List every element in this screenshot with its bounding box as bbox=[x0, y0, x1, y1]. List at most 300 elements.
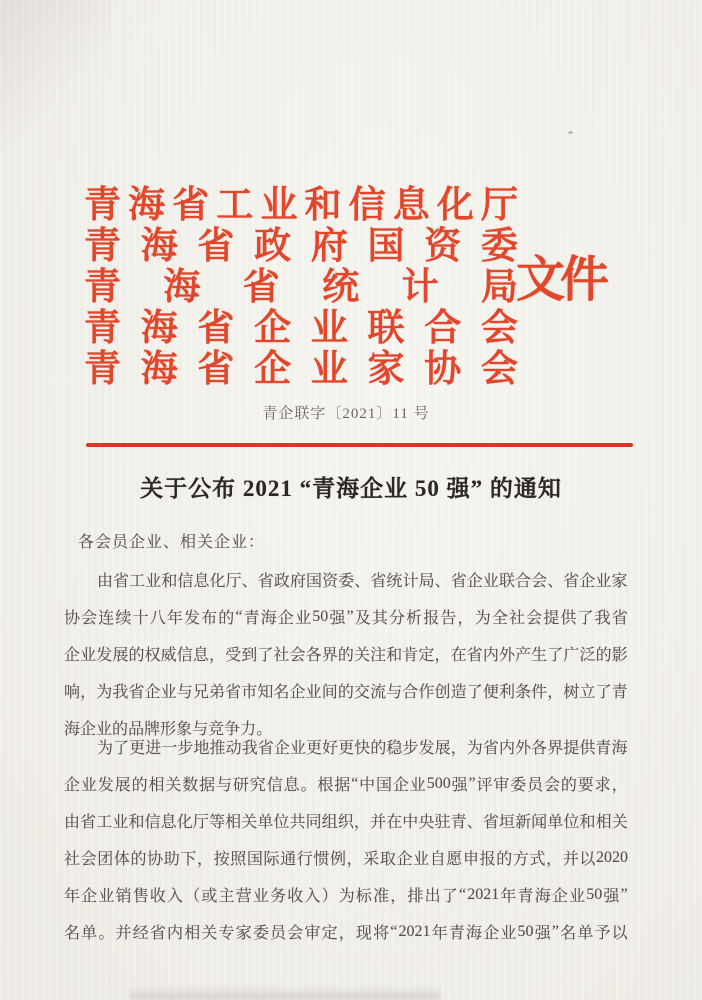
reference-number: 青企联字〔2021〕11 号 bbox=[262, 406, 430, 422]
glyph: 业 bbox=[310, 307, 348, 349]
glyph: 青 bbox=[450, 814, 467, 831]
glyph: 数 bbox=[182, 777, 199, 794]
glyph: 协 bbox=[147, 851, 164, 868]
glyph: 业 bbox=[409, 777, 426, 794]
glyph: 的 bbox=[337, 684, 354, 701]
glyph: 取 bbox=[379, 851, 396, 868]
glyph: 收 bbox=[149, 888, 166, 905]
glyph: 将 bbox=[373, 925, 390, 942]
glyph: 各 bbox=[305, 647, 322, 664]
glyph: ， bbox=[80, 684, 97, 701]
glyph: 的 bbox=[218, 610, 235, 627]
glyph: 省 bbox=[563, 573, 580, 590]
glyph: 信 bbox=[176, 647, 193, 664]
glyph: 响 bbox=[64, 684, 81, 701]
glyph: 企 bbox=[579, 573, 596, 590]
glyph: 在 bbox=[450, 647, 467, 664]
glyph: 海 bbox=[163, 266, 201, 308]
glyph: 际 bbox=[263, 851, 280, 868]
body-text-line bbox=[64, 672, 628, 709]
glyph: 相 bbox=[184, 925, 201, 942]
glyph: ， bbox=[197, 851, 214, 868]
glyph: 和 bbox=[304, 184, 342, 226]
glyph: 展 bbox=[434, 740, 451, 757]
glyph: 更 bbox=[338, 740, 355, 757]
glyph: ” bbox=[620, 885, 628, 903]
glyph: 出 bbox=[424, 888, 441, 905]
glyph: 省 bbox=[113, 573, 130, 590]
glyph: 自 bbox=[429, 851, 446, 868]
glyph: 供 bbox=[579, 740, 596, 757]
glyph: 相 bbox=[225, 814, 242, 831]
glyph: 单 bbox=[257, 814, 274, 831]
glyph: ， bbox=[338, 925, 355, 942]
document-title: 关于公布 2021 “青海企业 50 强” 的通知 bbox=[140, 476, 562, 501]
glyph: 名 bbox=[560, 925, 577, 942]
glyph: 了 bbox=[466, 684, 483, 701]
glyph: 快 bbox=[354, 740, 371, 757]
glyph: 省 bbox=[466, 647, 483, 664]
glyph: 与 bbox=[176, 684, 193, 701]
glyph: 准 bbox=[373, 888, 390, 905]
glyph: 泛 bbox=[579, 647, 596, 664]
glyph: 争 bbox=[224, 721, 241, 738]
glyph: 计 bbox=[401, 266, 439, 308]
glyph: 业 bbox=[595, 573, 612, 590]
glyph: 息 bbox=[160, 814, 177, 831]
glyph: 专 bbox=[218, 925, 235, 942]
glyph: 名 bbox=[64, 925, 81, 942]
glyph: ， bbox=[611, 777, 628, 794]
glyph: 青 bbox=[611, 684, 628, 701]
glyph: 50 bbox=[312, 607, 329, 625]
glyph: 息 bbox=[283, 777, 300, 794]
glyph: 入 bbox=[167, 888, 184, 905]
body-text-line bbox=[64, 598, 628, 635]
body-paragraph-2 bbox=[64, 728, 628, 950]
scan-speck bbox=[568, 131, 573, 134]
body-text-line bbox=[64, 839, 628, 876]
glyph: “ bbox=[351, 774, 359, 792]
glyph: 省 bbox=[149, 925, 166, 942]
glyph: 排 bbox=[407, 888, 424, 905]
glyph: 提 bbox=[543, 610, 560, 627]
glyph: 行 bbox=[296, 851, 313, 868]
glyph: 好 bbox=[322, 740, 339, 757]
glyph: 稳 bbox=[386, 740, 403, 757]
glyph: 标 bbox=[355, 888, 372, 905]
glyph: 国 bbox=[367, 225, 405, 267]
glyph: 生 bbox=[531, 647, 548, 664]
glyph: 织 bbox=[337, 814, 354, 831]
glyph: 体 bbox=[113, 851, 130, 868]
glyph: 会 bbox=[544, 777, 561, 794]
glyph: 和 bbox=[161, 573, 178, 590]
glyph: 闻 bbox=[531, 814, 548, 831]
glyph: 一 bbox=[161, 740, 178, 757]
glyph: 家 bbox=[611, 573, 628, 590]
glyph: 青 bbox=[84, 225, 121, 267]
glyph: 业 bbox=[569, 888, 586, 905]
glyph: 统 bbox=[322, 266, 360, 308]
glyph: 、 bbox=[241, 573, 258, 590]
glyph: 等 bbox=[208, 814, 225, 831]
glyph: 助 bbox=[163, 851, 180, 868]
glyph: 报 bbox=[479, 851, 496, 868]
glyph: 了 bbox=[577, 610, 594, 627]
glyph: 强 bbox=[329, 610, 346, 627]
glyph: 在 bbox=[386, 814, 403, 831]
glyph: 企 bbox=[80, 721, 97, 738]
glyph: 的 bbox=[128, 647, 145, 664]
glyph: 会 bbox=[80, 851, 97, 868]
glyph: 业 bbox=[500, 925, 517, 942]
glyph: 广 bbox=[563, 647, 580, 664]
body-text-line bbox=[64, 802, 628, 839]
glyph: 驻 bbox=[434, 814, 451, 831]
glyph: 更 bbox=[306, 740, 323, 757]
glyph: ” bbox=[551, 922, 559, 940]
glyph: 各 bbox=[531, 740, 548, 757]
glyph: 政 bbox=[273, 573, 290, 590]
glyph: 注 bbox=[370, 647, 387, 664]
glyph: “ bbox=[235, 607, 243, 625]
glyph: 名 bbox=[273, 684, 290, 701]
glyph: 团 bbox=[97, 851, 114, 868]
glyph: 威 bbox=[160, 647, 177, 664]
glyph: 强 bbox=[534, 925, 551, 942]
glyph: 业 bbox=[160, 684, 177, 701]
glyph: 知 bbox=[257, 684, 274, 701]
glyph: 审 bbox=[493, 777, 510, 794]
glyph: 政 bbox=[254, 225, 292, 267]
glyph: 布 bbox=[201, 610, 218, 627]
glyph: 售 bbox=[132, 888, 149, 905]
glyph: 更 bbox=[129, 740, 146, 757]
glyph: 信 bbox=[266, 777, 283, 794]
glyph: 业 bbox=[289, 740, 306, 757]
glyph: 业 bbox=[305, 684, 322, 701]
glyph: 发 bbox=[97, 777, 114, 794]
glyph: 通 bbox=[280, 851, 297, 868]
glyph: 工 bbox=[216, 184, 254, 226]
glyph: 企 bbox=[254, 307, 292, 349]
glyph: 便 bbox=[482, 684, 499, 701]
glyph: 2021 bbox=[398, 922, 431, 940]
glyph: 省 bbox=[450, 573, 467, 590]
glyph: 影 bbox=[611, 647, 628, 664]
glyph: 的 bbox=[370, 740, 387, 757]
glyph: 地 bbox=[193, 740, 210, 757]
glyph: 企 bbox=[144, 684, 161, 701]
glyph: 统 bbox=[386, 573, 403, 590]
glyph: 资 bbox=[424, 225, 462, 267]
glyph: 业 bbox=[310, 348, 348, 390]
glyph: 。 bbox=[300, 777, 317, 794]
glyph: 与 bbox=[386, 684, 403, 701]
glyph: 企 bbox=[64, 647, 81, 664]
issuer-line-sasac bbox=[84, 221, 518, 267]
glyph: 市 bbox=[241, 684, 258, 701]
glyph: 的 bbox=[560, 777, 577, 794]
red-separator-rule bbox=[86, 443, 633, 447]
glyph: 立 bbox=[579, 684, 596, 701]
glyph: 海 bbox=[140, 225, 178, 267]
glyph: 的 bbox=[131, 777, 148, 794]
glyph: 国 bbox=[376, 777, 393, 794]
glyph: 发 bbox=[183, 610, 200, 627]
glyph: 现 bbox=[355, 925, 372, 942]
glyph: 央 bbox=[418, 814, 435, 831]
glyph: 企 bbox=[551, 888, 568, 905]
glyph: 内 bbox=[167, 925, 184, 942]
glyph: ， bbox=[457, 610, 474, 627]
glyph: 协 bbox=[64, 610, 81, 627]
glyph: 海 bbox=[260, 610, 277, 627]
glyph: 业 bbox=[112, 814, 129, 831]
glyph: 共 bbox=[289, 814, 306, 831]
glyph: 了 bbox=[257, 647, 274, 664]
glyph: 联 bbox=[498, 573, 515, 590]
glyph: 步 bbox=[177, 740, 194, 757]
glyph: 企 bbox=[81, 888, 98, 905]
glyph: 定 bbox=[418, 647, 435, 664]
glyph: 务 bbox=[270, 888, 287, 905]
glyph: 关 bbox=[241, 814, 258, 831]
glyph: ， bbox=[346, 851, 363, 868]
glyph: 社 bbox=[508, 610, 525, 627]
glyph: （ bbox=[184, 888, 201, 905]
glyph: 的 bbox=[337, 647, 354, 664]
glyph: 海 bbox=[534, 888, 551, 905]
glyph: 创 bbox=[434, 684, 451, 701]
glyph: 省 bbox=[225, 684, 242, 701]
glyph: 方 bbox=[512, 851, 529, 868]
glyph: 国 bbox=[246, 851, 263, 868]
glyph: 省 bbox=[197, 225, 235, 267]
glyph: 件 bbox=[531, 684, 548, 701]
glyph: 联 bbox=[367, 307, 405, 349]
letterhead bbox=[84, 180, 518, 390]
glyph: 工 bbox=[129, 573, 146, 590]
glyph: 省 bbox=[197, 348, 235, 390]
glyph: 为 bbox=[96, 684, 113, 701]
glyph: 。 bbox=[256, 721, 273, 738]
glyph: 的 bbox=[595, 647, 612, 664]
glyph: 强 bbox=[451, 777, 468, 794]
glyph: 告 bbox=[440, 610, 457, 627]
glyph: 2020 bbox=[596, 848, 628, 866]
glyph: 业 bbox=[295, 610, 312, 627]
glyph: 要 bbox=[577, 777, 594, 794]
glyph: 求 bbox=[594, 777, 611, 794]
glyph: 位 bbox=[273, 814, 290, 831]
glyph: 、 bbox=[547, 573, 564, 590]
glyph: 相 bbox=[595, 814, 612, 831]
glyph: 入 bbox=[304, 888, 321, 905]
glyph: 力 bbox=[240, 721, 257, 738]
salutation: 各会员企业、相关企业： bbox=[78, 534, 266, 551]
glyph: 报 bbox=[423, 610, 440, 627]
glyph: 工 bbox=[96, 814, 113, 831]
glyph: 强 bbox=[603, 888, 620, 905]
glyph: 府 bbox=[310, 225, 348, 267]
glyph: 海 bbox=[64, 721, 81, 738]
glyph: 定 bbox=[321, 925, 338, 942]
glyph: 界 bbox=[547, 740, 564, 757]
glyph: 青 bbox=[243, 610, 260, 627]
glyph: 关 bbox=[165, 777, 182, 794]
glyph: 厅 bbox=[480, 184, 518, 226]
glyph: 组 bbox=[321, 814, 338, 831]
glyph: 委 bbox=[338, 573, 355, 590]
glyph: 供 bbox=[560, 610, 577, 627]
glyph: 合 bbox=[402, 684, 419, 701]
glyph: 省 bbox=[197, 307, 235, 349]
glyph: 弟 bbox=[208, 684, 225, 701]
glyph: 交 bbox=[353, 684, 370, 701]
glyph: 及 bbox=[354, 610, 371, 627]
glyph: 外 bbox=[498, 647, 515, 664]
glyph: 的 bbox=[130, 851, 147, 868]
glyph: 年 bbox=[431, 925, 448, 942]
glyph: 企 bbox=[396, 851, 413, 868]
glyph: 全 bbox=[491, 610, 508, 627]
glyph: 息 bbox=[192, 647, 209, 664]
glyph: 社 bbox=[273, 647, 290, 664]
glyph: 省 bbox=[611, 610, 628, 627]
glyph: 发 bbox=[418, 740, 435, 757]
glyph: 品 bbox=[128, 721, 145, 738]
scan-bottom-edge-shadow bbox=[130, 986, 440, 1000]
glyph: ， bbox=[450, 740, 467, 757]
glyph: 发 bbox=[96, 647, 113, 664]
glyph: 计 bbox=[402, 573, 419, 590]
glyph: 企 bbox=[483, 925, 500, 942]
glyph: 内 bbox=[498, 740, 515, 757]
glyph: 析 bbox=[406, 610, 423, 627]
glyph: 海 bbox=[128, 184, 166, 226]
glyph: 其 bbox=[371, 610, 388, 627]
glyph: 青 bbox=[595, 740, 612, 757]
glyph: 50 bbox=[586, 885, 603, 903]
glyph: 受 bbox=[225, 647, 242, 664]
glyph: 式 bbox=[529, 851, 546, 868]
glyph: 省 bbox=[80, 814, 97, 831]
glyph: 会 bbox=[526, 610, 543, 627]
glyph: 单 bbox=[81, 925, 98, 942]
glyph: 化 bbox=[176, 814, 193, 831]
glyph: 采 bbox=[363, 851, 380, 868]
glyph: 的 bbox=[496, 851, 513, 868]
glyph: 为 bbox=[466, 740, 483, 757]
glyph: 条 bbox=[515, 684, 532, 701]
glyph: 500 bbox=[426, 774, 451, 792]
glyph: 了 bbox=[441, 888, 458, 905]
glyph: 垣 bbox=[498, 814, 515, 831]
glyph: 我 bbox=[241, 740, 258, 757]
glyph: 厅 bbox=[225, 573, 242, 590]
glyph: 业 bbox=[413, 851, 430, 868]
glyph: 业 bbox=[80, 647, 97, 664]
glyph: 合 bbox=[515, 573, 532, 590]
glyph: 兄 bbox=[192, 684, 209, 701]
glyph: 位 bbox=[563, 814, 580, 831]
body-text-line bbox=[64, 913, 628, 950]
glyph: 肯 bbox=[402, 647, 419, 664]
glyph: 委 bbox=[510, 777, 527, 794]
glyph: 的 bbox=[112, 721, 129, 738]
glyph: 了 bbox=[595, 684, 612, 701]
glyph: 合 bbox=[424, 307, 462, 349]
glyph: 予 bbox=[594, 925, 611, 942]
glyph: 并 bbox=[562, 851, 579, 868]
glyph: 50 bbox=[517, 922, 534, 940]
glyph: 我 bbox=[112, 684, 129, 701]
glyph: 社 bbox=[64, 851, 81, 868]
glyph: 营 bbox=[235, 888, 252, 905]
glyph: 会 bbox=[480, 307, 518, 349]
body-text-line bbox=[64, 765, 628, 802]
glyph: 展 bbox=[112, 647, 129, 664]
glyph: ， bbox=[546, 851, 563, 868]
glyph: 、 bbox=[354, 573, 371, 590]
glyph: 省 bbox=[370, 573, 387, 590]
glyph: 续 bbox=[115, 610, 132, 627]
glyph: 息 bbox=[392, 184, 430, 226]
glyph: 会 bbox=[289, 647, 306, 664]
glyph: 界 bbox=[321, 647, 338, 664]
glyph: 、 bbox=[466, 814, 483, 831]
glyph: 据 bbox=[199, 777, 216, 794]
glyph: 会 bbox=[480, 348, 518, 390]
glyph: 省 bbox=[482, 814, 499, 831]
glyph: 新 bbox=[515, 814, 532, 831]
glyph: 关 bbox=[353, 647, 370, 664]
glyph: 利 bbox=[498, 684, 515, 701]
glyph: 企 bbox=[466, 573, 483, 590]
glyph: 局 bbox=[480, 266, 518, 308]
glyph: 按 bbox=[213, 851, 230, 868]
glyph: ， bbox=[208, 647, 225, 664]
glyph: 我 bbox=[594, 610, 611, 627]
glyph: 为 bbox=[338, 888, 355, 905]
glyph: 青 bbox=[84, 266, 121, 308]
glyph: ） bbox=[321, 888, 338, 905]
glyph: 以 bbox=[579, 851, 596, 868]
glyph: 据 bbox=[334, 777, 351, 794]
glyph: 家 bbox=[235, 925, 252, 942]
glyph: 委 bbox=[252, 925, 269, 942]
glyph: 业 bbox=[96, 721, 113, 738]
glyph: ， bbox=[547, 684, 564, 701]
glyph: 海 bbox=[466, 925, 483, 942]
glyph: 会 bbox=[81, 610, 98, 627]
glyph: 和 bbox=[128, 814, 145, 831]
glyph: 青 bbox=[84, 307, 121, 349]
glyph: 审 bbox=[304, 925, 321, 942]
glyph: 同 bbox=[305, 814, 322, 831]
glyph: 企 bbox=[64, 777, 81, 794]
glyph: 愿 bbox=[446, 851, 463, 868]
glyph: 业 bbox=[260, 184, 298, 226]
glyph: 海 bbox=[611, 740, 628, 757]
glyph: 信 bbox=[144, 814, 161, 831]
glyph: 相 bbox=[148, 777, 165, 794]
glyph: 评 bbox=[476, 777, 493, 794]
glyph: 企 bbox=[392, 777, 409, 794]
body-text-line bbox=[64, 728, 628, 765]
